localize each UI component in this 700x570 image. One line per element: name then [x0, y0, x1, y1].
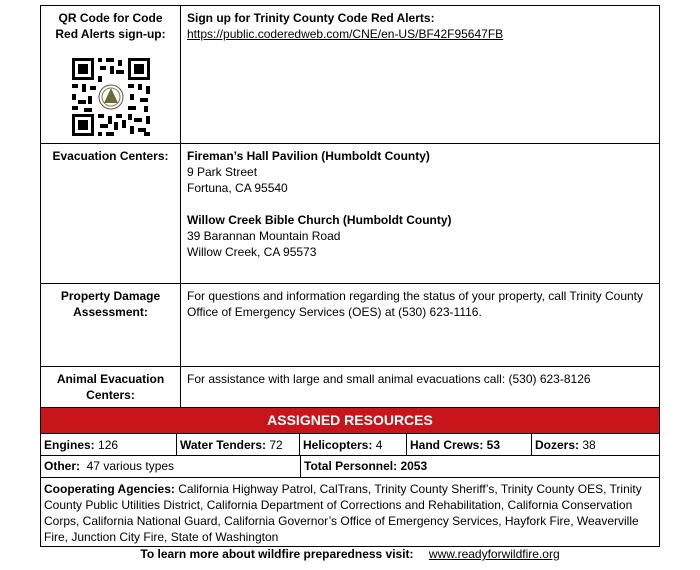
animal-row [41, 367, 660, 408]
resources-row [41, 434, 660, 456]
animal-text: For assistance with large and small animal evacuations call: (530) 623-8126 [181, 367, 660, 408]
other-value: 47 various types [86, 459, 175, 473]
engines-value: 126 [98, 437, 119, 452]
resources-row-2 [41, 455, 660, 477]
evacuation-label: Evacuation Centers: [41, 144, 181, 284]
footer-text: To learn more about wildfire preparedness visit: [140, 547, 414, 561]
center-street: 9 Park Street [187, 165, 258, 179]
water-tenders-value: 72 [269, 437, 283, 452]
cooperating-label: Cooperating Agencies: [44, 481, 175, 496]
center-street: 39 Barannan Mountain Road [187, 229, 341, 243]
water-tenders-cell [177, 434, 300, 456]
code-red-heading: Sign up for Trinity County Code Red Alerts: [187, 11, 435, 25]
property-text: For questions and information regarding the status of your property, call Trinity County Office of Emergency Services (OES) at (530) 623-1116. [181, 284, 660, 367]
footer [0, 547, 700, 561]
helicopters-cell [300, 434, 407, 456]
cooperating-agencies [40, 478, 660, 547]
qr-label-cell [41, 6, 181, 144]
center-city: Willow Creek, CA 95573 [187, 245, 317, 259]
hand-crews-label: Hand Crews: 53 [410, 437, 501, 452]
engines-label: Engines: [44, 437, 95, 452]
footer-link[interactable]: www.readyforwildfire.org [428, 547, 560, 561]
resources-table-2 [40, 455, 660, 478]
center-city: Fortuna, CA 95540 [187, 181, 288, 195]
dozers-label: Dozers: [535, 437, 580, 452]
info-table [40, 5, 660, 408]
other-label: Other: [44, 459, 80, 473]
helicopters-value: 4 [375, 437, 383, 452]
cooperating-text: California Highway Patrol, CalTrans, Trinity County Sheriff’s, Trinity County OES, Trinity County Public Utilities District, California Department of Corrections and Rehabilitation, California Conservation Corps, California National Guard, California Governor’s Office of Emergency Services, Hayfork Fire, Weaverville Fire, Junction City Fire, State of Washington [44, 481, 642, 544]
dozers-cell [532, 434, 660, 456]
center-name: Willow Creek Bible Church (Humboldt County) [187, 213, 452, 227]
property-row [41, 284, 660, 367]
qr-info-cell [181, 6, 660, 144]
evacuation-row [41, 144, 660, 284]
engines-cell [41, 434, 177, 456]
center-name: Fireman’s Hall Pavilion (Humboldt County) [187, 149, 430, 163]
animal-label: Animal Evacuation Centers: [41, 367, 181, 408]
dozers-value: 38 [582, 437, 596, 452]
qr-row [41, 6, 660, 144]
info-sheet [40, 5, 660, 547]
assigned-resources-header: ASSIGNED RESOURCES [40, 408, 660, 433]
qr-code-icon[interactable] [70, 56, 152, 138]
qr-label: QR Code for Code Red Alerts sign-up: [55, 11, 166, 41]
resources-table [40, 433, 660, 456]
helicopters-label: Helicopters: [303, 437, 373, 452]
code-red-link[interactable]: https://public.coderedweb.com/CNE/en-US/BF42F95647FB [187, 27, 504, 41]
other-cell [41, 455, 301, 477]
total-personnel-cell [301, 455, 660, 477]
water-tenders-label: Water Tenders: [180, 437, 267, 452]
property-label: Property Damage Assessment: [41, 284, 181, 367]
total-personnel-label: Total Personnel: 2053 [304, 459, 428, 473]
hand-crews-cell [407, 434, 532, 456]
evacuation-centers-cell [181, 144, 660, 284]
